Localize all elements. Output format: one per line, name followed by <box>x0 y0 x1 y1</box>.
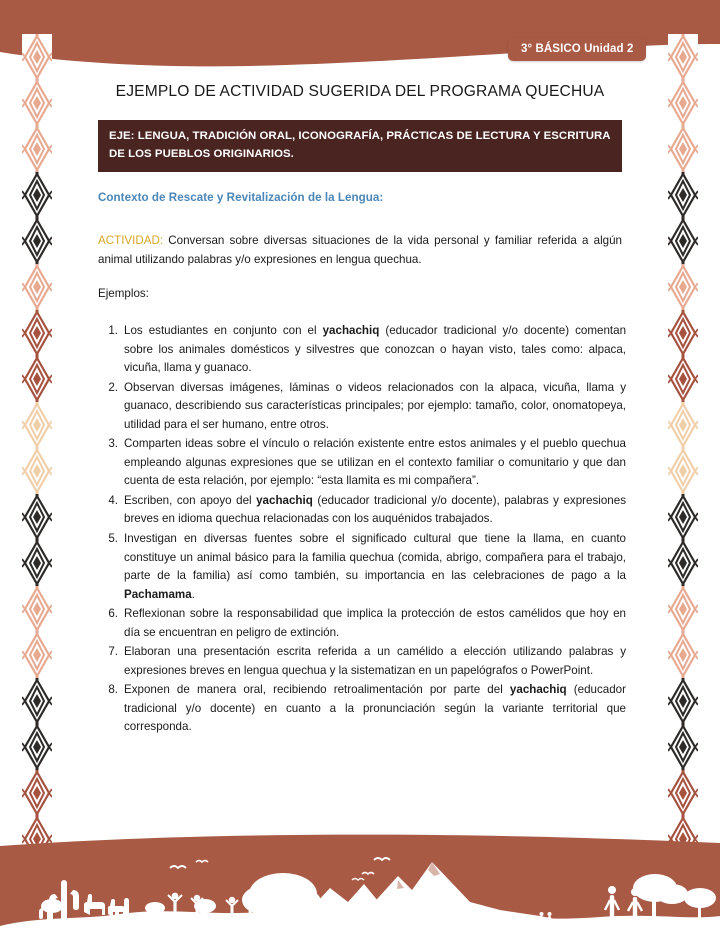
andean-woven-border-right <box>668 34 698 862</box>
step-text: Exponen de manera oral, recibiendo retroalimentación por parte del <box>124 683 510 697</box>
activity-step-1 <box>124 322 626 378</box>
activity-step-4 <box>124 492 626 529</box>
eje-banner: EJE: LENGUA, TRADICIÓN ORAL, ICONOGRAFÍA, PRÁCTICAS DE LECTURA Y ESCRITURA DE LOS PUEBLOS ORIGINARIOS. <box>98 120 622 172</box>
quechua-term: Pachamama <box>124 587 192 601</box>
activity-step-7 <box>124 643 626 680</box>
step-text: (educador tradicional y/o docente) en cuanto a la pronunciación según la variante territorial que corresponda. <box>124 683 626 734</box>
step-text: (educador tradicional y/o docente) comentan sobre los animales domésticos y silvestres que conozcan o hayan visto, tales como: alpaca, vicuña, llama y guanaco. <box>124 324 627 375</box>
examples-label: Ejemplos: <box>98 287 149 300</box>
step-text: Los estudiantes en conjunto con el <box>124 324 323 337</box>
step-text: Elaboran una presentación escrita referida a un camélido a elección utilizando palabras y expresiones breves en lengua quechua y la sistematizan en un papelógrafos o PowerPoint. <box>124 645 626 677</box>
activity-step-3 <box>124 435 626 491</box>
step-text: Observan diversas imágenes, láminas o videos relacionados con la alpaca, vicuña, llama y guanaco, describiendo sus características principales; por ejemplo: tamaño, color, onomatopeya, utilidad para el ser humano, entre otros. <box>124 380 626 431</box>
quechua-term: yachachiq <box>256 493 313 507</box>
step-text: Comparten ideas sobre el vínculo o relación existente entre estos animales y el pueblo quechua empleando algunas expresiones que se utilizan en el contexto familiar o comunitario y que dan cuenta de esta relación, por ejemplo: “esta llamita es mi compañera”. <box>124 437 626 488</box>
activity-paragraph <box>98 232 622 270</box>
step-text: Investigan en diversas fuentes sobre el significado cultural que tiene la llama, en cuanto constituye un animal básico para la familia quechua (comida, abrigo, compañera para el trabajo, parte de la familia) así como también, su importancia en las celebraciones de pago a la <box>124 532 626 583</box>
activity-step-8 <box>124 681 626 737</box>
activity-text: Conversan sobre diversas situaciones de la vida personal y familiar referida a algún animal utilizando palabras y/o expresiones en lengua quechua. <box>98 234 622 266</box>
unit-badge: 3° BÁSICO Unidad 2 <box>508 38 646 61</box>
activity-label: ACTIVIDAD: <box>98 234 164 247</box>
activity-step-5 <box>124 530 626 604</box>
context-subtitle: Contexto de Rescate y Revitalización de la Lengua: <box>98 191 384 204</box>
activity-step-2 <box>124 379 626 435</box>
quechua-term: yachachiq <box>322 324 380 337</box>
step-text: (educador tradicional y/o docente), palabras y expresiones breves en idioma quechua relacionadas con los auquénidos trabajados. <box>124 493 626 526</box>
activity-step-6 <box>124 605 626 642</box>
step-text: Reflexionan sobre la responsabilidad que implica la protección de estos camélidos que hoy en día se encuentran en peligro de extinción. <box>124 607 626 639</box>
page-title: EJEMPLO DE ACTIVIDAD SUGERIDA DEL PROGRAMA QUECHUA <box>115 83 605 100</box>
andean-landscape-silhouette <box>0 832 720 932</box>
activity-steps-list <box>98 322 626 738</box>
andean-woven-border-left <box>22 34 52 862</box>
step-text: Escriben, con apoyo del <box>124 493 257 507</box>
step-text: . <box>191 587 195 601</box>
quechua-term: yachachiq <box>509 683 567 697</box>
